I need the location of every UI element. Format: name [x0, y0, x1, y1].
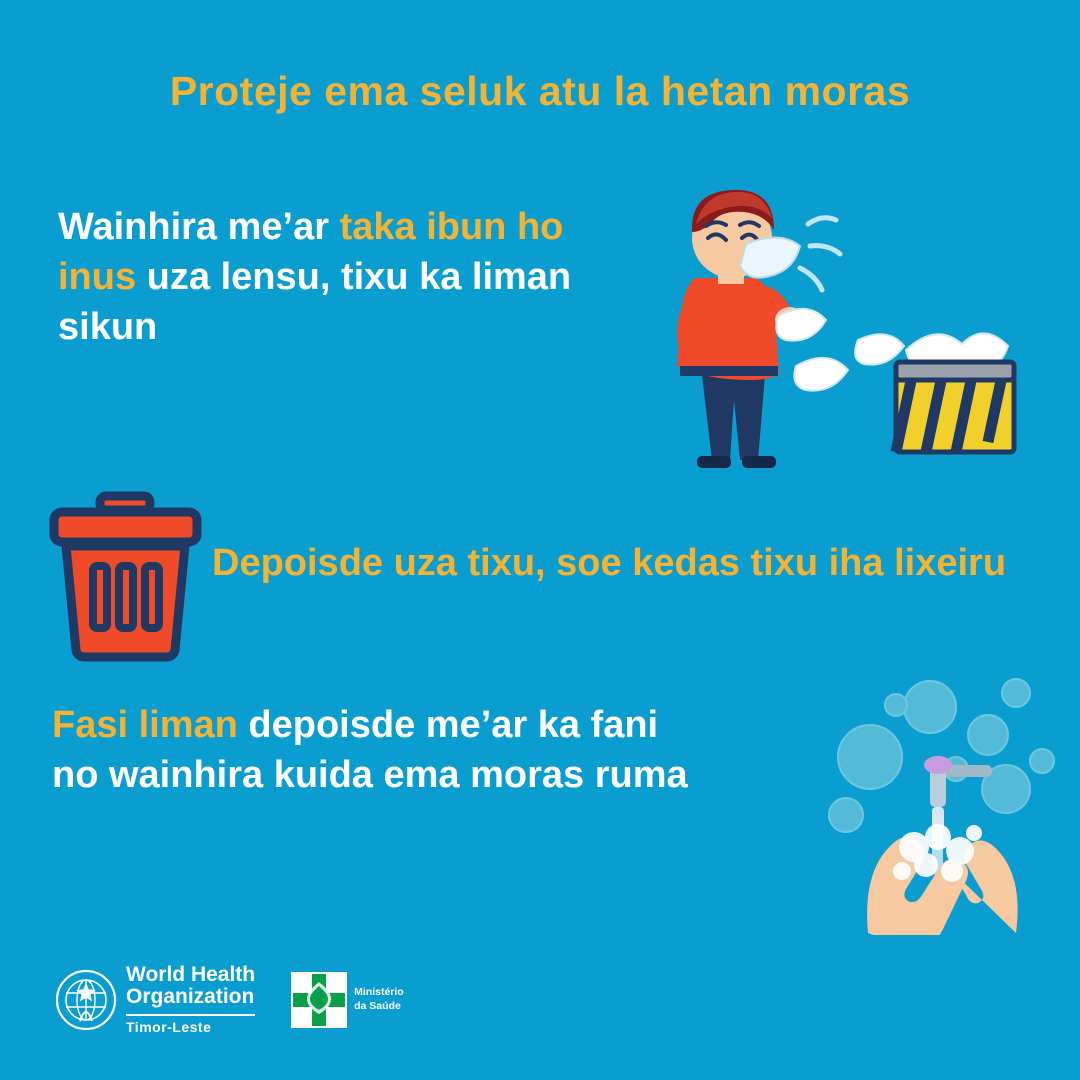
boy-sneezing-into-tissue-icon — [650, 180, 1050, 490]
ministry-line-1: Ministério — [354, 986, 404, 999]
ministry-of-health-logo — [291, 972, 404, 1028]
who-line-2: Organization — [126, 985, 255, 1009]
message-wash-hands — [52, 700, 712, 800]
ministry-of-health-cross-icon — [291, 972, 347, 1028]
message-1-highlight: taka ibun ho inus — [58, 206, 564, 299]
page-title: Proteje ema seluk atu la hetan moras — [169, 68, 911, 114]
footer-logos — [55, 964, 404, 1035]
who-logo — [55, 964, 255, 1035]
handwashing-illustration — [810, 665, 1070, 935]
message-2-text: Depoisde uza tixu, soe kedas tixu iha lixeiru — [212, 542, 1007, 584]
message-1-part-3: uza lensu, tixu ka liman sikun — [58, 256, 572, 349]
trash-bin-illustration — [38, 490, 213, 665]
who-country-label: Timor-Leste — [126, 1014, 255, 1035]
message-dispose-tissue — [212, 538, 1022, 588]
sneezing-boy-illustration — [650, 180, 1050, 490]
message-cover-mouth-nose — [58, 202, 638, 352]
trash-bin-icon — [38, 490, 213, 665]
message-3-part-2: depoisde me’ar ka fani no wainhira kuida ema moras ruma — [52, 704, 688, 797]
who-emblem-icon — [55, 969, 117, 1031]
message-3-highlight: Fasi liman — [52, 704, 238, 746]
ministry-line-2: da Saúde — [354, 999, 401, 1012]
message-1-part-1: Wainhira me’ar — [58, 206, 340, 248]
who-line-1: World Health — [126, 963, 256, 987]
hands-washing-under-tap-icon — [810, 665, 1070, 935]
